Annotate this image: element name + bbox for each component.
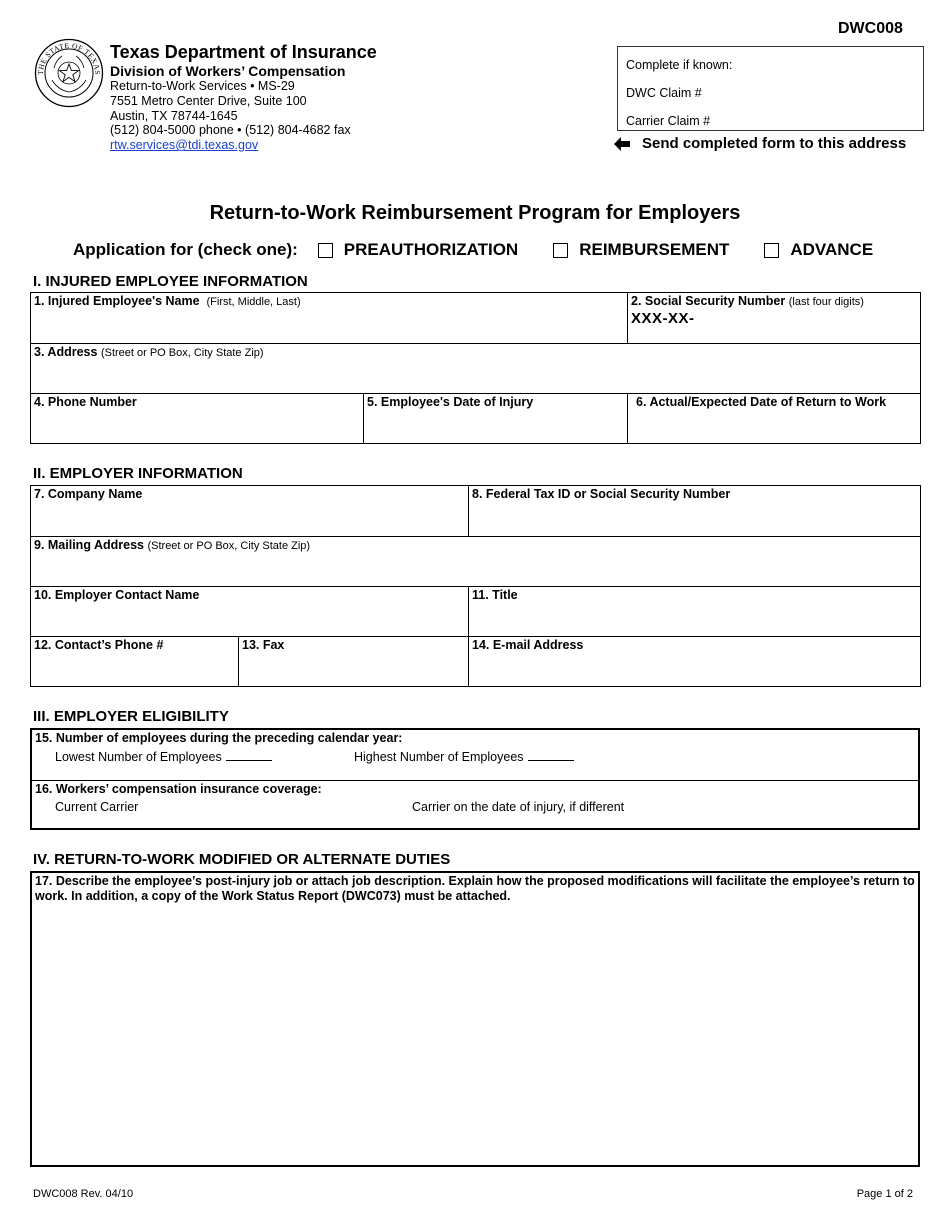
send-note-text: Send completed form to this address xyxy=(642,135,907,152)
company-name-field[interactable] xyxy=(31,486,469,537)
application-type xyxy=(73,240,873,260)
option-label: PREAUTHORIZATION xyxy=(343,240,519,259)
section-1-table xyxy=(30,292,921,444)
option-advance[interactable] xyxy=(764,240,873,260)
mailing-address-field[interactable] xyxy=(31,537,921,587)
dwc-claim-field[interactable]: DWC Claim # xyxy=(626,86,702,100)
title-field[interactable] xyxy=(469,587,921,637)
field-label: 7. Company Name xyxy=(34,487,143,501)
field-label: 10. Employer Contact Name xyxy=(34,588,200,602)
section-4-heading: IV. RETURN-TO-WORK MODIFIED OR ALTERNATE DUTIES xyxy=(33,851,451,868)
return-to-work-date-field[interactable] xyxy=(628,394,921,444)
preauthorization-checkbox[interactable] xyxy=(318,243,333,258)
section-2-heading: II. EMPLOYER INFORMATION xyxy=(33,465,243,482)
carrier-claim-field[interactable]: Carrier Claim # xyxy=(626,114,711,128)
duties-description-field[interactable] xyxy=(30,871,920,1167)
advance-checkbox[interactable] xyxy=(764,243,779,258)
field-label: 5. Employee's Date of Injury xyxy=(367,395,534,409)
section-3-heading: III. EMPLOYER ELIGIBILITY xyxy=(33,708,229,725)
application-label: Application for (check one): xyxy=(73,240,298,259)
field-label: 12. Contact’s Phone # xyxy=(34,638,164,652)
address-field[interactable] xyxy=(31,344,921,394)
tax-id-field[interactable] xyxy=(469,486,921,537)
fax-field[interactable] xyxy=(239,637,469,687)
field-hint: (Street or PO Box, City State Zip) xyxy=(147,540,311,552)
page-title: Return-to-Work Reimbursement Program for Employers xyxy=(209,202,741,224)
contact-phone-field[interactable] xyxy=(31,637,239,687)
ssn-field[interactable] xyxy=(628,293,921,344)
blank-line[interactable] xyxy=(226,749,272,761)
form-id: DWC008 xyxy=(838,20,903,37)
field-hint: (Street or PO Box, City State Zip) xyxy=(100,347,264,359)
field-hint: (last four digits) xyxy=(788,296,864,308)
option-label: REIMBURSEMENT xyxy=(579,240,730,259)
agency-block xyxy=(110,42,377,153)
field-label: 8. Federal Tax ID or Social Security Number xyxy=(472,487,731,501)
lowest-employees-field[interactable] xyxy=(55,749,272,764)
field-label: 15. Number of employees during the preceding calendar year: xyxy=(35,731,403,745)
email-link[interactable]: rtw.services@tdi.texas.gov xyxy=(110,138,259,153)
field-label: 1. Injured Employee's Name xyxy=(34,294,200,308)
field-label: Lowest Number of Employees xyxy=(55,750,222,764)
option-preauthorization[interactable] xyxy=(318,240,518,260)
highest-employees-field[interactable] xyxy=(354,749,574,764)
agency-name: Texas Department of Insurance xyxy=(110,42,377,62)
section-2-table xyxy=(30,485,921,687)
employee-count-row xyxy=(32,730,918,781)
claim-box xyxy=(617,46,924,131)
field-label: 2. Social Security Number xyxy=(631,294,786,308)
employee-name-field[interactable] xyxy=(31,293,628,344)
blank-line[interactable] xyxy=(528,749,574,761)
texas-seal-icon xyxy=(34,38,104,108)
field-label: Highest Number of Employees xyxy=(354,750,524,764)
section-1-heading: I. INJURED EMPLOYEE INFORMATION xyxy=(33,273,308,290)
address-line: 7551 Metro Center Drive, Suite 100 xyxy=(110,93,307,108)
field-label: 11. Title xyxy=(472,588,518,602)
division-name: Division of Workers’ Compensation xyxy=(110,63,346,79)
date-of-injury-field[interactable] xyxy=(364,394,628,444)
carrier-doi-field[interactable]: Carrier on the date of injury, if different xyxy=(412,800,625,814)
address-line: Return-to-Work Services • MS-29 xyxy=(110,79,295,93)
send-note xyxy=(614,135,906,152)
field-label: 13. Fax xyxy=(242,638,285,652)
svg-text:THE STATE OF TEXAS: THE STATE OF TEXAS xyxy=(35,40,103,76)
claim-box-label: Complete if known: xyxy=(626,58,733,72)
field-label: 14. E-mail Address xyxy=(472,638,584,652)
address-line: Austin, TX 78744-1645 xyxy=(110,108,238,123)
address-line: (512) 804-5000 phone • (512) 804-4682 fax xyxy=(110,123,351,138)
eligibility-box xyxy=(30,728,920,830)
phone-field[interactable] xyxy=(31,394,364,444)
field-label: 9. Mailing Address xyxy=(34,538,144,552)
email-field[interactable] xyxy=(469,637,921,687)
field-label: 4. Phone Number xyxy=(34,395,137,409)
ssn-value: XXX-XX- xyxy=(631,310,695,327)
reimbursement-checkbox[interactable] xyxy=(553,243,568,258)
option-reimbursement[interactable] xyxy=(553,240,729,260)
field-label: 3. Address xyxy=(34,345,98,359)
field-hint: (First, Middle, Last) xyxy=(206,296,301,308)
contact-name-field[interactable] xyxy=(31,587,469,637)
footer-page: Page 1 of 2 xyxy=(856,1188,913,1200)
field-label: 16. Workers’ compensation insurance coverage: xyxy=(35,782,322,796)
footer-revision: DWC008 Rev. 04/10 xyxy=(33,1188,134,1200)
current-carrier-field[interactable]: Current Carrier xyxy=(55,800,139,814)
field-label: 17. Describe the employee’s post-injury job or attach job description. Explain how the proposed modifications will facilitate the employee’s return to work. In addition, a copy of the Work Status Report (DWC073) must be attached. xyxy=(35,874,915,903)
coverage-row xyxy=(32,781,918,831)
option-label: ADVANCE xyxy=(790,240,874,259)
field-label: 6. Actual/Expected Date of Return to Work xyxy=(636,395,887,409)
arrow-left-icon xyxy=(614,137,630,151)
